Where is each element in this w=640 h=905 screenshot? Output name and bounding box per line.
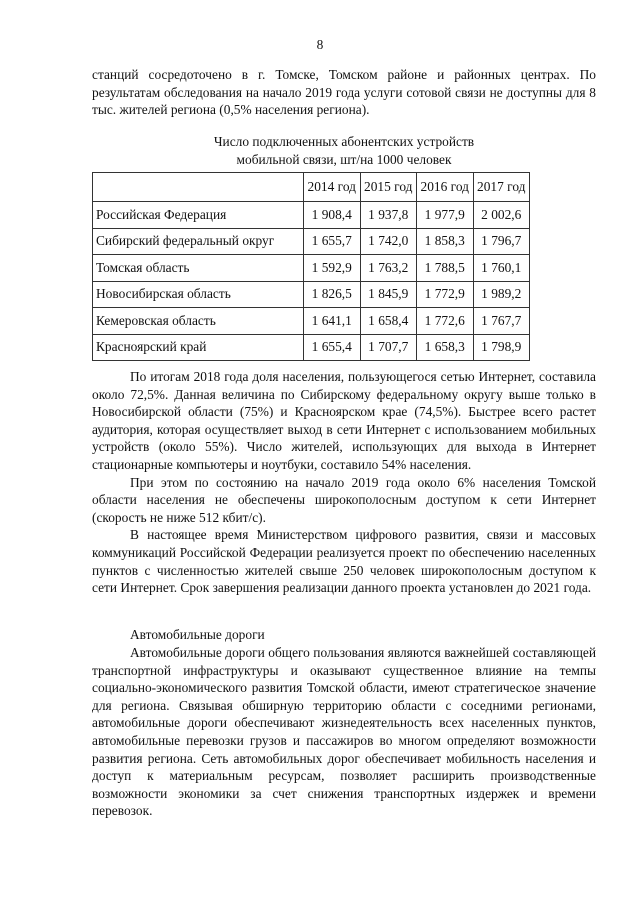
table-cell-value: 1 655,7 (304, 228, 361, 255)
table-row (93, 281, 530, 308)
table-cell-region: Томская область (93, 255, 304, 282)
table-cell-value: 1 796,7 (473, 228, 530, 255)
table-header-year: 2015 год (360, 173, 417, 202)
table-cell-value: 1 858,3 (417, 228, 474, 255)
table-cell-value: 1 592,9 (304, 255, 361, 282)
table-caption-line-1: Число подключенных абонентских устройств (213, 134, 475, 149)
table-caption-line-2: мобильной связи, шт/на 1000 человек (236, 151, 452, 167)
table-cell-value: 1 772,9 (417, 281, 474, 308)
table-cell-value: 1 845,9 (360, 281, 417, 308)
table-cell-value: 2 002,6 (473, 202, 530, 229)
table-header-year: 2014 год (304, 173, 361, 202)
table-cell-region: Российская Федерация (93, 202, 304, 229)
table-cell-value: 1 826,5 (304, 281, 361, 308)
ministry-project-paragraph: В настоящее время Министерством цифрового развития, связи и массовых коммуникаций Российской Федерации реализуется проект по обеспечению населенных пунктов с численностью жителей свыше 250 человек широкополосным доступом к сети Интернет. Срок завершения реализации данного проекта установлен до 2021 года. (92, 527, 596, 596)
table-row (93, 202, 530, 229)
table-cell-value: 1 989,2 (473, 281, 530, 308)
table-cell-value: 1 798,9 (473, 334, 530, 361)
table-header-row (93, 173, 530, 202)
table-cell-value: 1 742,0 (360, 228, 417, 255)
table-row (93, 334, 530, 361)
table-caption (92, 133, 596, 168)
subscriber-devices-table (92, 172, 530, 361)
table-cell-value: 1 763,2 (360, 255, 417, 282)
table-cell-value: 1 977,9 (417, 202, 474, 229)
table-cell-value: 1 655,4 (304, 334, 361, 361)
table-header-region (93, 173, 304, 202)
table-cell-value: 1 772,6 (417, 308, 474, 335)
table-row (93, 255, 530, 282)
page-number: 8 (316, 37, 324, 52)
table-cell-value: 1 707,7 (360, 334, 417, 361)
table-cell-value: 1 767,7 (473, 308, 530, 335)
roads-section (92, 644, 596, 820)
table-cell-value: 1 908,4 (304, 202, 361, 229)
intro-paragraph: станций сосредоточено в г. Томске, Томском районе и районных центрах. По результатам обследования на начало 2019 года услуги сотовой связи не доступны для 8 тыс. жителей региона (0,5% населения региона). (92, 67, 596, 118)
table-cell-region: Красноярский край (93, 334, 304, 361)
table-cell-value: 1 641,1 (304, 308, 361, 335)
intro-paragraph-block (92, 66, 596, 119)
table-cell-region: Сибирский федеральный округ (93, 228, 304, 255)
table-cell-region: Кемеровская область (93, 308, 304, 335)
table-cell-value: 1 760,1 (473, 255, 530, 282)
table-row (93, 308, 530, 335)
roads-section-title: Автомобильные дороги (130, 627, 265, 642)
internet-section (92, 368, 596, 597)
broadband-paragraph: При этом по состоянию на начало 2019 года около 6% населения Томской области населения не обеспечены широкополосным доступом к сети Интернет (скорость не ниже 512 кбит/с). (92, 474, 596, 525)
roads-paragraph: Автомобильные дороги общего пользования являются важнейшей составляющей транспортной инфраструктуры и оказывают существенное влияние на темпы социально-экономического развития Томской области, имеют стратегическое значение для региона. Связывая обширную территорию области с соседними регионами, автомобильные дороги обеспечивают жизнедеятельность всех населенных пунктов, автомобильные перевозки грузов и пассажиров во многом определяют возможности развития региона. Сеть автомобильных дорог обеспечивает мобильность населения и доступ к материальным ресурсам, позволяет расширить производственные возможности экономики за счет снижения транспортных издержек и времени перевозок. (92, 645, 596, 819)
table-row (93, 228, 530, 255)
table-cell-value: 1 937,8 (360, 202, 417, 229)
subscriber-devices-table-wrapper (92, 172, 529, 361)
table-header-year: 2017 год (473, 173, 530, 202)
table-cell-region: Новосибирская область (93, 281, 304, 308)
table-cell-value: 1 658,4 (360, 308, 417, 335)
table-header-year: 2016 год (417, 173, 474, 202)
table-cell-value: 1 788,5 (417, 255, 474, 282)
internet-share-paragraph: По итогам 2018 года доля населения, пользующегося сетью Интернет, составила около 72,5%. Данная величина по Сибирскому федеральному округу выше только в Новосибирской области (75%) и Красноярском крае (74,5%). Быстрее всего растет аудитория, которая осуществляет выход в сети Интернет с использованием мобильных устройств (около 55%). Число жителей, использующих для выхода в Интернет стационарные компьютеры и ноутбуки, составило 54% населения. (92, 369, 596, 472)
table-cell-value: 1 658,3 (417, 334, 474, 361)
